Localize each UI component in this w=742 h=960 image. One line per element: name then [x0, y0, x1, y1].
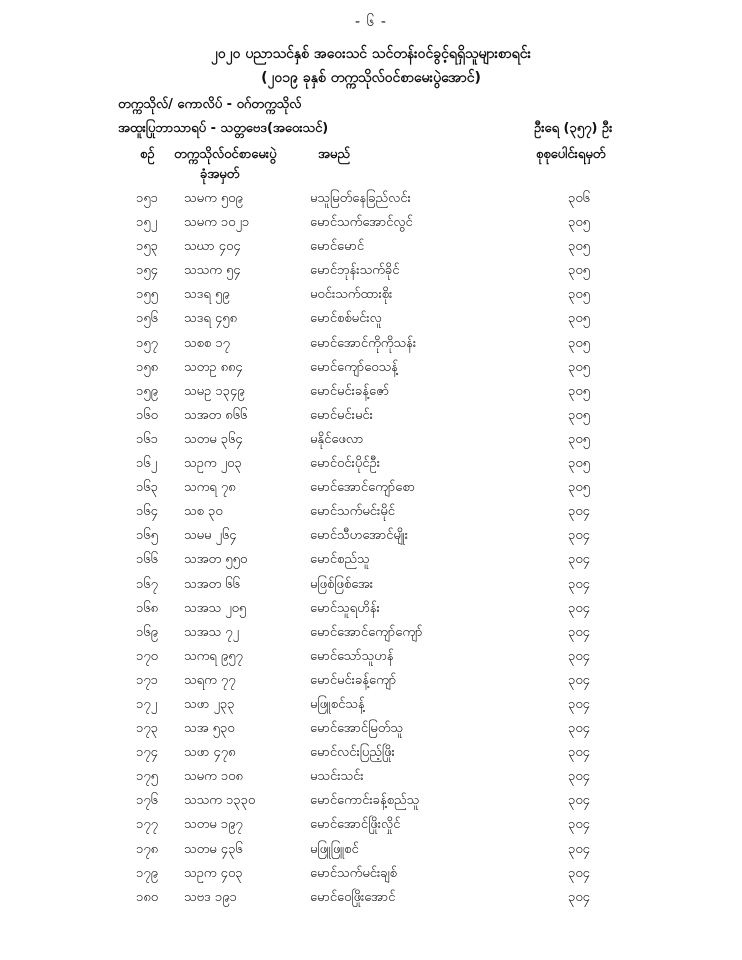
- student-name: မောင်ကောင်းခန့်စည်သူ: [310, 793, 420, 809]
- table-row: [0, 212, 742, 236]
- total-marks: ၃၀၅: [568, 431, 590, 447]
- row-number: ၁၅၁: [136, 191, 158, 206]
- roll-number: သမက ၁၀၂၁: [184, 215, 250, 231]
- total-marks: ၃၀၅: [568, 335, 590, 351]
- row-number: ၁၆၆: [136, 552, 158, 568]
- total-marks: ၃၀၄: [568, 769, 590, 785]
- row-number: ၁၆၂: [136, 456, 158, 472]
- row-number: ၁၅၈: [136, 359, 159, 375]
- table-row: [0, 453, 742, 477]
- total-marks: ၃၀၅: [568, 263, 590, 279]
- student-name: မောင်အောင်ဖြိုးလှိုင်: [310, 817, 401, 833]
- total-marks: ၃၀၄: [568, 600, 590, 616]
- row-number: ၁၅၄: [136, 263, 158, 279]
- student-name: မောင်မင်းခန့်ဇော်: [310, 383, 390, 399]
- total-marks: ၃၀၅: [568, 215, 590, 231]
- roll-number: သတမ ၁၉၇: [184, 817, 243, 833]
- row-number: ၁၆၁: [136, 431, 158, 447]
- table-row: [0, 790, 742, 814]
- row-number: ၁၅၂: [136, 215, 158, 231]
- row-number: ၁၅၉: [136, 383, 158, 399]
- student-name: မသူမြတ်နေခြည်လင်း: [310, 191, 411, 206]
- student-name: မောင်လင်းပြည့်ဖြိုး: [310, 745, 395, 761]
- results-table: [0, 188, 742, 911]
- table-row: [0, 284, 742, 308]
- roll-number: သမက ၁၀၈: [184, 769, 243, 785]
- row-number: ၁၆၅: [136, 528, 158, 544]
- student-name: မောင်သူရဟိန်း: [310, 600, 380, 616]
- row-number: ၁၆၉: [136, 624, 158, 640]
- total-marks: ၃၀၅: [568, 480, 590, 496]
- student-name: မောင်စည်သူ: [310, 552, 370, 568]
- row-number: ၁၅၆: [136, 311, 158, 327]
- total-marks: ၃၀၄: [568, 672, 590, 688]
- student-name: မောင်ဝေဖြိုးအောင်: [310, 889, 396, 905]
- roll-number: သတမ ၄၃၆: [184, 841, 243, 857]
- document-title: ၂၀၂၀ ပညာသင်နှစ် အဝေးသင် သင်တန်းဝင်ခွင့်ရရှိသူများစာရင်း: [210, 46, 532, 62]
- roll-number: သဗဒ ၁၉၁: [184, 889, 237, 905]
- student-name: မောင်ဝင်းပိုင်ဦး: [310, 456, 380, 472]
- roll-number: သဖာ ၄၇၈: [184, 745, 236, 761]
- student-name: မောင်စစ်မင်းလူ: [310, 311, 382, 327]
- roll-number: သအသ ၂၀၅: [184, 600, 247, 616]
- row-number: ၁၇၄: [136, 745, 158, 761]
- roll-number: သအတ ၆၆: [184, 576, 240, 592]
- total-marks: ၃၀၄: [568, 624, 590, 640]
- student-name: မသင်းသင်း: [310, 769, 364, 785]
- total-marks: ၃၀၄: [568, 817, 590, 833]
- student-name: မောင်သက်မင်းချစ်: [310, 865, 397, 881]
- student-name: မောင်သီဟအောင်မျိုး: [310, 528, 409, 544]
- total-marks: ၃၀၅: [568, 239, 590, 255]
- roll-number: သအတ ၈၆၆: [184, 407, 248, 423]
- row-number: ၁၆၃: [136, 480, 158, 496]
- page-number: - ၆ -: [355, 14, 387, 30]
- total-marks: ၃၀၄: [568, 889, 590, 905]
- total-marks: ၃၀၄: [568, 696, 590, 712]
- total-marks: ၃၀၄: [568, 576, 590, 592]
- roll-number: သစ ၃၀: [184, 504, 223, 520]
- total-marks: ၃၀၄: [568, 504, 590, 520]
- row-number: ၁၇၃: [136, 721, 158, 737]
- student-name: မောင်ဘုန်းသက်ခိုင်: [310, 263, 400, 279]
- roll-number: သအ ၅၃၀: [184, 721, 235, 737]
- total-marks: ၃၀၅: [568, 359, 590, 375]
- roll-number: သမဥ ၁၃၄၉: [184, 383, 245, 399]
- total-marks: ၃၀၄: [568, 552, 590, 568]
- row-number: ၁၈၀: [136, 889, 159, 905]
- column-header-no: စဉ်: [140, 147, 155, 162]
- table-row: [0, 766, 742, 790]
- student-name: မဝင်းသက်ထားစိုး: [310, 287, 393, 303]
- table-row: [0, 381, 742, 405]
- table-row: [0, 501, 742, 525]
- document-subtitle: (၂၀၁၉ ခုနှစ် တက္ကသိုလ်ဝင်စာမေးပွဲအောင်): [261, 70, 481, 86]
- row-number: ၁၇၆: [136, 793, 158, 809]
- table-row: [0, 718, 742, 742]
- student-name: မောင်အောင်မြတ်သူ: [310, 721, 403, 737]
- total-marks: ၃၀၅: [568, 407, 590, 423]
- total-marks: ၃၀၄: [568, 721, 590, 737]
- total-marks: ၃၀၅: [568, 383, 590, 399]
- program-header: အထူးပြုဘာသာရပ် - သတ္တဗေဒ(အဝေးသင်): [118, 121, 329, 136]
- student-name: မဖြစ်ဖြစ်အေး: [310, 576, 374, 592]
- column-header-roll-sub: ခုံအမှတ်: [200, 167, 240, 182]
- table-row: [0, 839, 742, 863]
- row-number: ၁၆၀: [136, 407, 158, 423]
- row-number: ၁၆၈: [136, 600, 159, 616]
- table-row: [0, 598, 742, 622]
- student-name: မဖြူဖြူစင်: [310, 841, 359, 857]
- total-marks: ၃၀၅: [568, 311, 590, 327]
- student-name: မောင်အောင်ကျော်စော: [310, 480, 415, 496]
- roll-number: သသက ၁၃၃၀: [184, 793, 256, 809]
- total-marks: ၃၀၄: [568, 865, 590, 881]
- table-row: [0, 188, 742, 212]
- table-row: [0, 429, 742, 453]
- roll-number: သဥက ၂၀၃: [184, 456, 242, 472]
- student-name: မောင်ကျော်ဝေသန့်: [310, 359, 398, 375]
- roll-number: သဒရ ၄၅၈: [184, 311, 237, 327]
- roll-number: သဃာ ၄၀၄: [184, 239, 241, 255]
- row-number: ၁၅၇: [136, 335, 158, 351]
- row-number: ၁၅၅: [136, 287, 158, 303]
- student-name: မနိုင်ဖေလာ: [310, 431, 364, 447]
- column-header-roll: တက္ကသိုလ်ဝင်စာမေးပွဲ: [174, 147, 277, 162]
- table-row: [0, 670, 742, 694]
- total-marks: ၃၀၆: [568, 191, 590, 206]
- row-number: ၁၇၁: [136, 672, 158, 688]
- row-number: ၁၅၃: [136, 239, 158, 255]
- student-name: မောင်အောင်ကျော်ကျော်: [310, 624, 423, 640]
- table-row: [0, 549, 742, 573]
- roll-number: သမက ၅၀၉: [184, 191, 243, 206]
- table-row: [0, 814, 742, 838]
- roll-number: သကရ ၇၈: [184, 480, 236, 496]
- total-count-header: ဦးရေ (၃၅၇) ဦး: [534, 121, 613, 136]
- student-name: မောင်သက်မင်းမိုင်: [310, 504, 395, 520]
- table-row: [0, 477, 742, 501]
- roll-number: သဖာ ၂၃၃: [184, 696, 235, 712]
- student-name: မောင်သက်အောင်လွင်: [310, 215, 413, 231]
- row-number: ၁၆၄: [136, 504, 158, 520]
- roll-number: သအတ ၅၅၀: [184, 552, 248, 568]
- table-row: [0, 694, 742, 718]
- total-marks: ၃၀၄: [568, 745, 590, 761]
- total-marks: ၃၀၄: [568, 648, 590, 664]
- total-marks: ၃၀၅: [568, 287, 590, 303]
- row-number: ၁၇၂: [136, 696, 158, 712]
- total-marks: ၃၀၄: [568, 841, 590, 857]
- row-number: ၁၇၇: [136, 817, 158, 833]
- table-row: [0, 863, 742, 887]
- total-marks: ၃၀၄: [568, 793, 590, 809]
- student-name: မောင်မောင်: [310, 239, 365, 255]
- roll-number: သအသ ၇၂: [184, 624, 239, 640]
- roll-number: သတမ ၃၆၄: [184, 431, 243, 447]
- table-row: [0, 646, 742, 670]
- table-row: [0, 574, 742, 598]
- table-row: [0, 405, 742, 429]
- total-marks: ၃၀၄: [568, 528, 590, 544]
- column-header-name: အမည်: [318, 147, 350, 162]
- table-row: [0, 260, 742, 284]
- row-number: ၁၇၀: [136, 648, 158, 664]
- row-number: ၁၇၅: [136, 769, 158, 785]
- table-row: [0, 333, 742, 357]
- student-name: မောင်အောင်ကိုကိုသန်း: [310, 335, 417, 351]
- table-row: [0, 622, 742, 646]
- university-line: တက္ကသိုလ်/ ကောလိပ် - ဝဂ်တက္ကသိုလ်: [118, 97, 302, 112]
- table-row: [0, 742, 742, 766]
- row-number: ၁၆၇: [136, 576, 158, 592]
- column-header-marks: စုစုပေါင်းရမှတ်: [536, 147, 606, 162]
- table-row: [0, 525, 742, 549]
- roll-number: သသက ၅၄: [184, 263, 241, 279]
- table-row: [0, 887, 742, 911]
- roll-number: သဥက ၄၀၃: [184, 865, 243, 881]
- roll-number: သကရ ၉၅၇: [184, 648, 243, 664]
- student-name: မောင်မင်းမင်း: [310, 407, 373, 423]
- table-row: [0, 308, 742, 332]
- student-name: မဖြူစင်သန့်: [310, 696, 365, 712]
- table-row: [0, 236, 742, 260]
- roll-number: သစစ ၁၇: [184, 335, 230, 351]
- student-name: မောင်သော်သူဟန်: [310, 648, 394, 664]
- row-number: ၁၇၈: [136, 841, 159, 857]
- roll-number: သရက ၇၇: [184, 672, 236, 688]
- roll-number: သတဥ ၈၈၄: [184, 359, 243, 375]
- roll-number: သဒရ ၅၉: [184, 287, 230, 303]
- row-number: ၁၇၉: [136, 865, 158, 881]
- total-marks: ၃၀၅: [568, 456, 590, 472]
- table-row: [0, 357, 742, 381]
- student-name: မောင်မင်းခန့်ကျော်: [310, 672, 397, 688]
- roll-number: သမမ ၂၆၄: [184, 528, 237, 544]
